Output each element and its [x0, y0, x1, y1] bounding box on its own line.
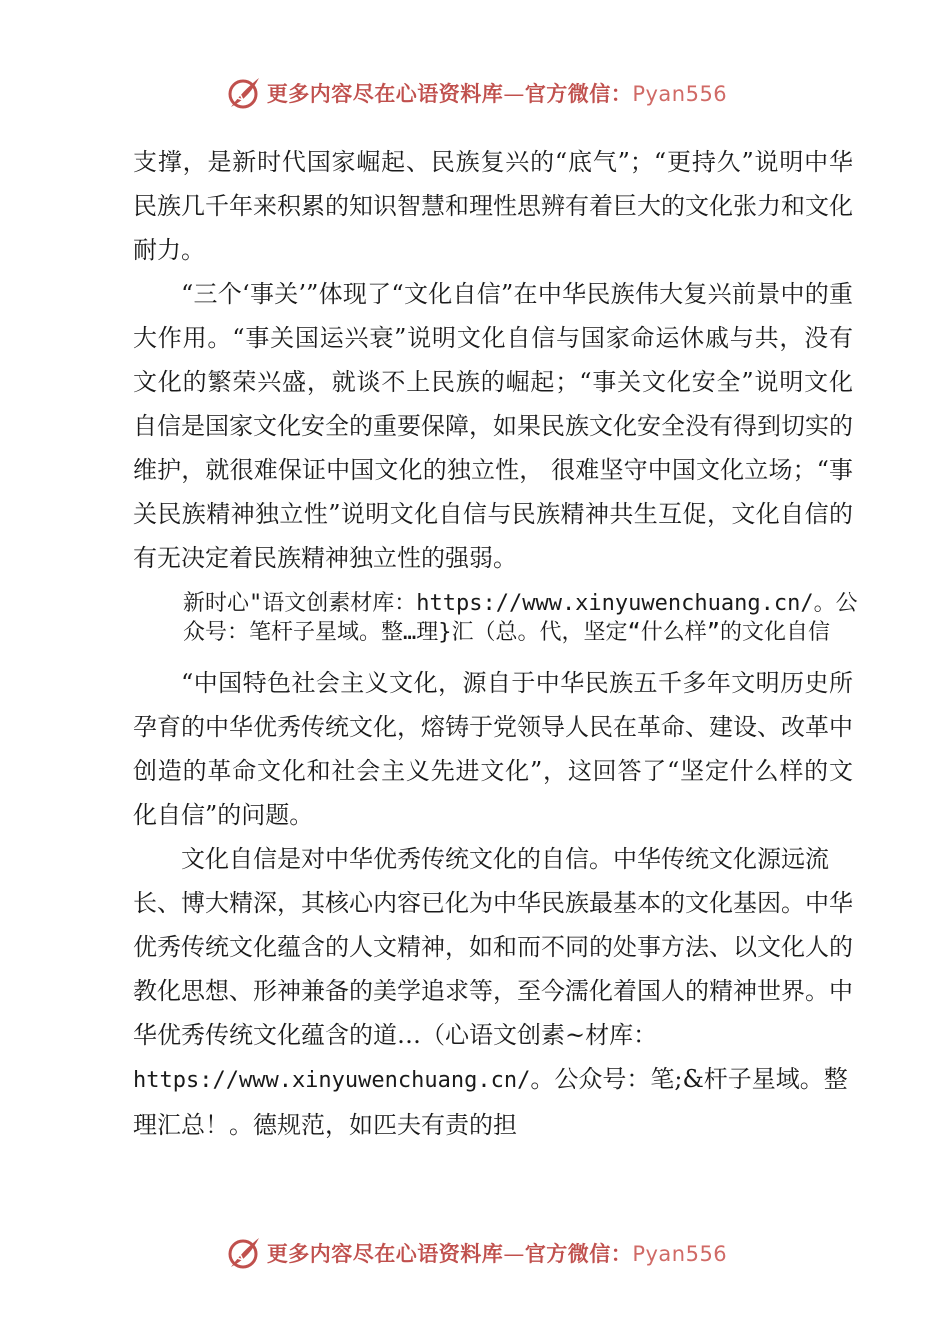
quill-logo-icon [223, 1233, 263, 1273]
header-banner-text [267, 78, 727, 108]
paragraph-3: “中国特色社会主义文化，源自于中华民族五千多年文明历史所孕育的中华优秀传统文化，熔铸于党领导人民在革命、建设、改革中创造的革命文化和社会主义先进文化”，这回答了“坚定什么样的文化自信”的问题。 [133, 669, 853, 829]
footer-banner [0, 1233, 950, 1273]
footer-banner-text [267, 1238, 727, 1268]
paragraph-4-tail: 。公众号：笔;&杆子星域。整理汇总！。德规范，如匹夫有责的担 [133, 1065, 848, 1139]
paragraph-4-url: https://www.xinyuwenchuang.cn/ [133, 1068, 531, 1093]
footer-banner-sep: — [503, 1242, 525, 1266]
header-banner-wechat-id: Pyan556 [632, 82, 728, 106]
quill-logo-icon [223, 73, 263, 113]
paragraph-4 [133, 837, 853, 1147]
header-banner-wechat-label: 官方微信： [524, 82, 633, 106]
paragraph-1: 支撑，是新时代国家崛起、民族复兴的“底气”；“更持久”说明中华民族几千年来积累的知识智慧和理性思辨有着巨大的文化张力和文化耐力。 [133, 148, 853, 264]
footer-banner-main: 更多内容尽在心语资料库 [266, 1242, 504, 1266]
paragraph-4-text: 文化自信是对中华优秀传统文化的自信。中华传统文化源远流长、博大精深，其核心内容已化为中华民族最基本的文化基因。中华优秀传统文化蕴含的人文精神，如和而不同的处事方法、以文化人的教化思想、形神兼备的美学追求等，至今濡化着国人的精神世界。中华优秀传统文化蕴含的道…（心语文创素~材库： [133, 845, 853, 1049]
paragraph-2: “三个‘事关’”体现了“文化自信”在中华民族伟大复兴前景中的重大作用。“事关国运兴衰”说明文化自信与国家命运休戚与共，没有文化的繁荣兴盛，就谈不上民族的崛起；“事关文化安全”说明文化自信是国家文化安全的重要保障，如果民族文化安全没有得到切实的维护，就很难保证中国文化的独立性， 很难坚守中国文化立场；“事关民族精神独立性”说明文化自信与民族精神共生互促，文化自信的有无决定着民族精神独立性的强弱。 [133, 280, 853, 572]
watermark-note-1: 新时心"语文创素材库：https://www.xinyuwenchuang.cn/。公众号：笔杆子星域。整…理}汇（总。代，坚定“什么样”的文化自信 [183, 591, 858, 645]
footer-banner-wechat-id: Pyan556 [632, 1242, 728, 1266]
header-banner [0, 73, 950, 113]
header-banner-sep: — [503, 82, 525, 106]
header-banner-main: 更多内容尽在心语资料库 [266, 82, 504, 106]
footer-banner-wechat-label: 官方微信： [524, 1242, 633, 1266]
document-body [133, 140, 858, 1147]
